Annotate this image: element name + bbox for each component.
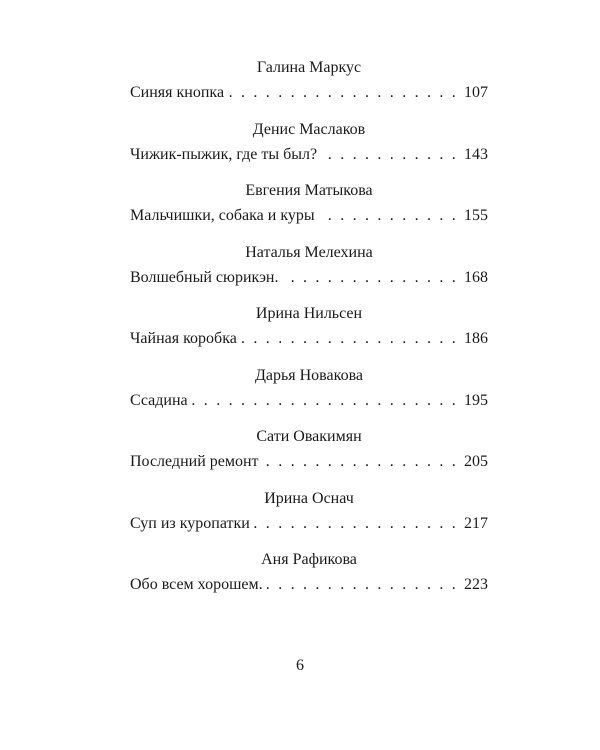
- toc-author: Наталья Мелехина: [245, 243, 373, 261]
- toc-entry: [130, 120, 488, 182]
- toc-title: Синяя кнопка: [130, 84, 225, 101]
- toc-entry: [130, 304, 488, 366]
- toc-page-number: 107: [464, 84, 488, 101]
- dot-leader: [254, 514, 458, 534]
- toc-line[interactable]: [130, 329, 488, 349]
- toc-entry: [130, 243, 488, 305]
- toc-title: Обо всем хорошем.: [130, 576, 263, 593]
- toc-title: Суп из куропатки: [130, 514, 250, 532]
- toc-title: Волшебный сюрикэн.: [130, 268, 279, 286]
- dot-leader: [321, 145, 458, 165]
- toc-line[interactable]: [130, 83, 488, 103]
- toc-title: Чайная коробка: [130, 330, 237, 347]
- page-number: 6: [296, 657, 304, 674]
- toc-page-number: 143: [464, 145, 488, 163]
- toc-title: Последний ремонт: [130, 453, 259, 470]
- toc-author: Денис Маслаков: [252, 120, 366, 138]
- dot-leader: [319, 206, 458, 226]
- dot-leader: [283, 268, 459, 288]
- toc-entry: [130, 366, 488, 428]
- toc-title: Ссадина: [130, 391, 188, 409]
- toc-page-number: 217: [464, 514, 488, 532]
- toc-entry: [130, 427, 488, 489]
- toc-title: Мальчишки, собака и куры: [130, 207, 315, 224]
- toc-entry: [130, 550, 488, 612]
- toc-line[interactable]: [130, 575, 488, 595]
- dot-leader: [228, 83, 458, 103]
- dot-leader: [192, 391, 458, 411]
- dot-leader: [267, 575, 458, 595]
- toc-entry: [130, 181, 488, 243]
- toc-page-number: 155: [464, 207, 488, 224]
- toc-author: Ирина Оснач: [264, 489, 354, 507]
- toc-page-number: 186: [464, 330, 488, 347]
- toc-author: Аня Рафикова: [261, 551, 357, 568]
- toc-page-number: 223: [464, 576, 488, 593]
- toc-page-number: 195: [464, 391, 488, 409]
- toc-line[interactable]: [130, 514, 488, 534]
- toc-line[interactable]: [130, 206, 488, 226]
- toc-page-number: 205: [464, 453, 488, 470]
- toc-author: Сати Овакимян: [256, 428, 362, 445]
- toc-line[interactable]: [130, 391, 488, 411]
- toc-line[interactable]: [130, 268, 488, 288]
- dot-leader: [263, 452, 458, 472]
- toc-line[interactable]: [130, 145, 488, 165]
- table-of-contents: [130, 58, 488, 612]
- toc-author: Ирина Нильсен: [255, 305, 363, 322]
- toc-line[interactable]: [130, 452, 488, 472]
- toc-title: Чижик-пыжик, где ты был?: [130, 145, 318, 163]
- toc-entry: [130, 58, 488, 120]
- toc-author: Галина Маркус: [256, 59, 362, 76]
- toc-entry: [130, 489, 488, 551]
- dot-leader: [241, 329, 458, 349]
- toc-page-number: 168: [464, 268, 488, 286]
- toc-author: Дарья Новакова: [254, 366, 364, 384]
- toc-author: Евгения Матыкова: [245, 182, 373, 199]
